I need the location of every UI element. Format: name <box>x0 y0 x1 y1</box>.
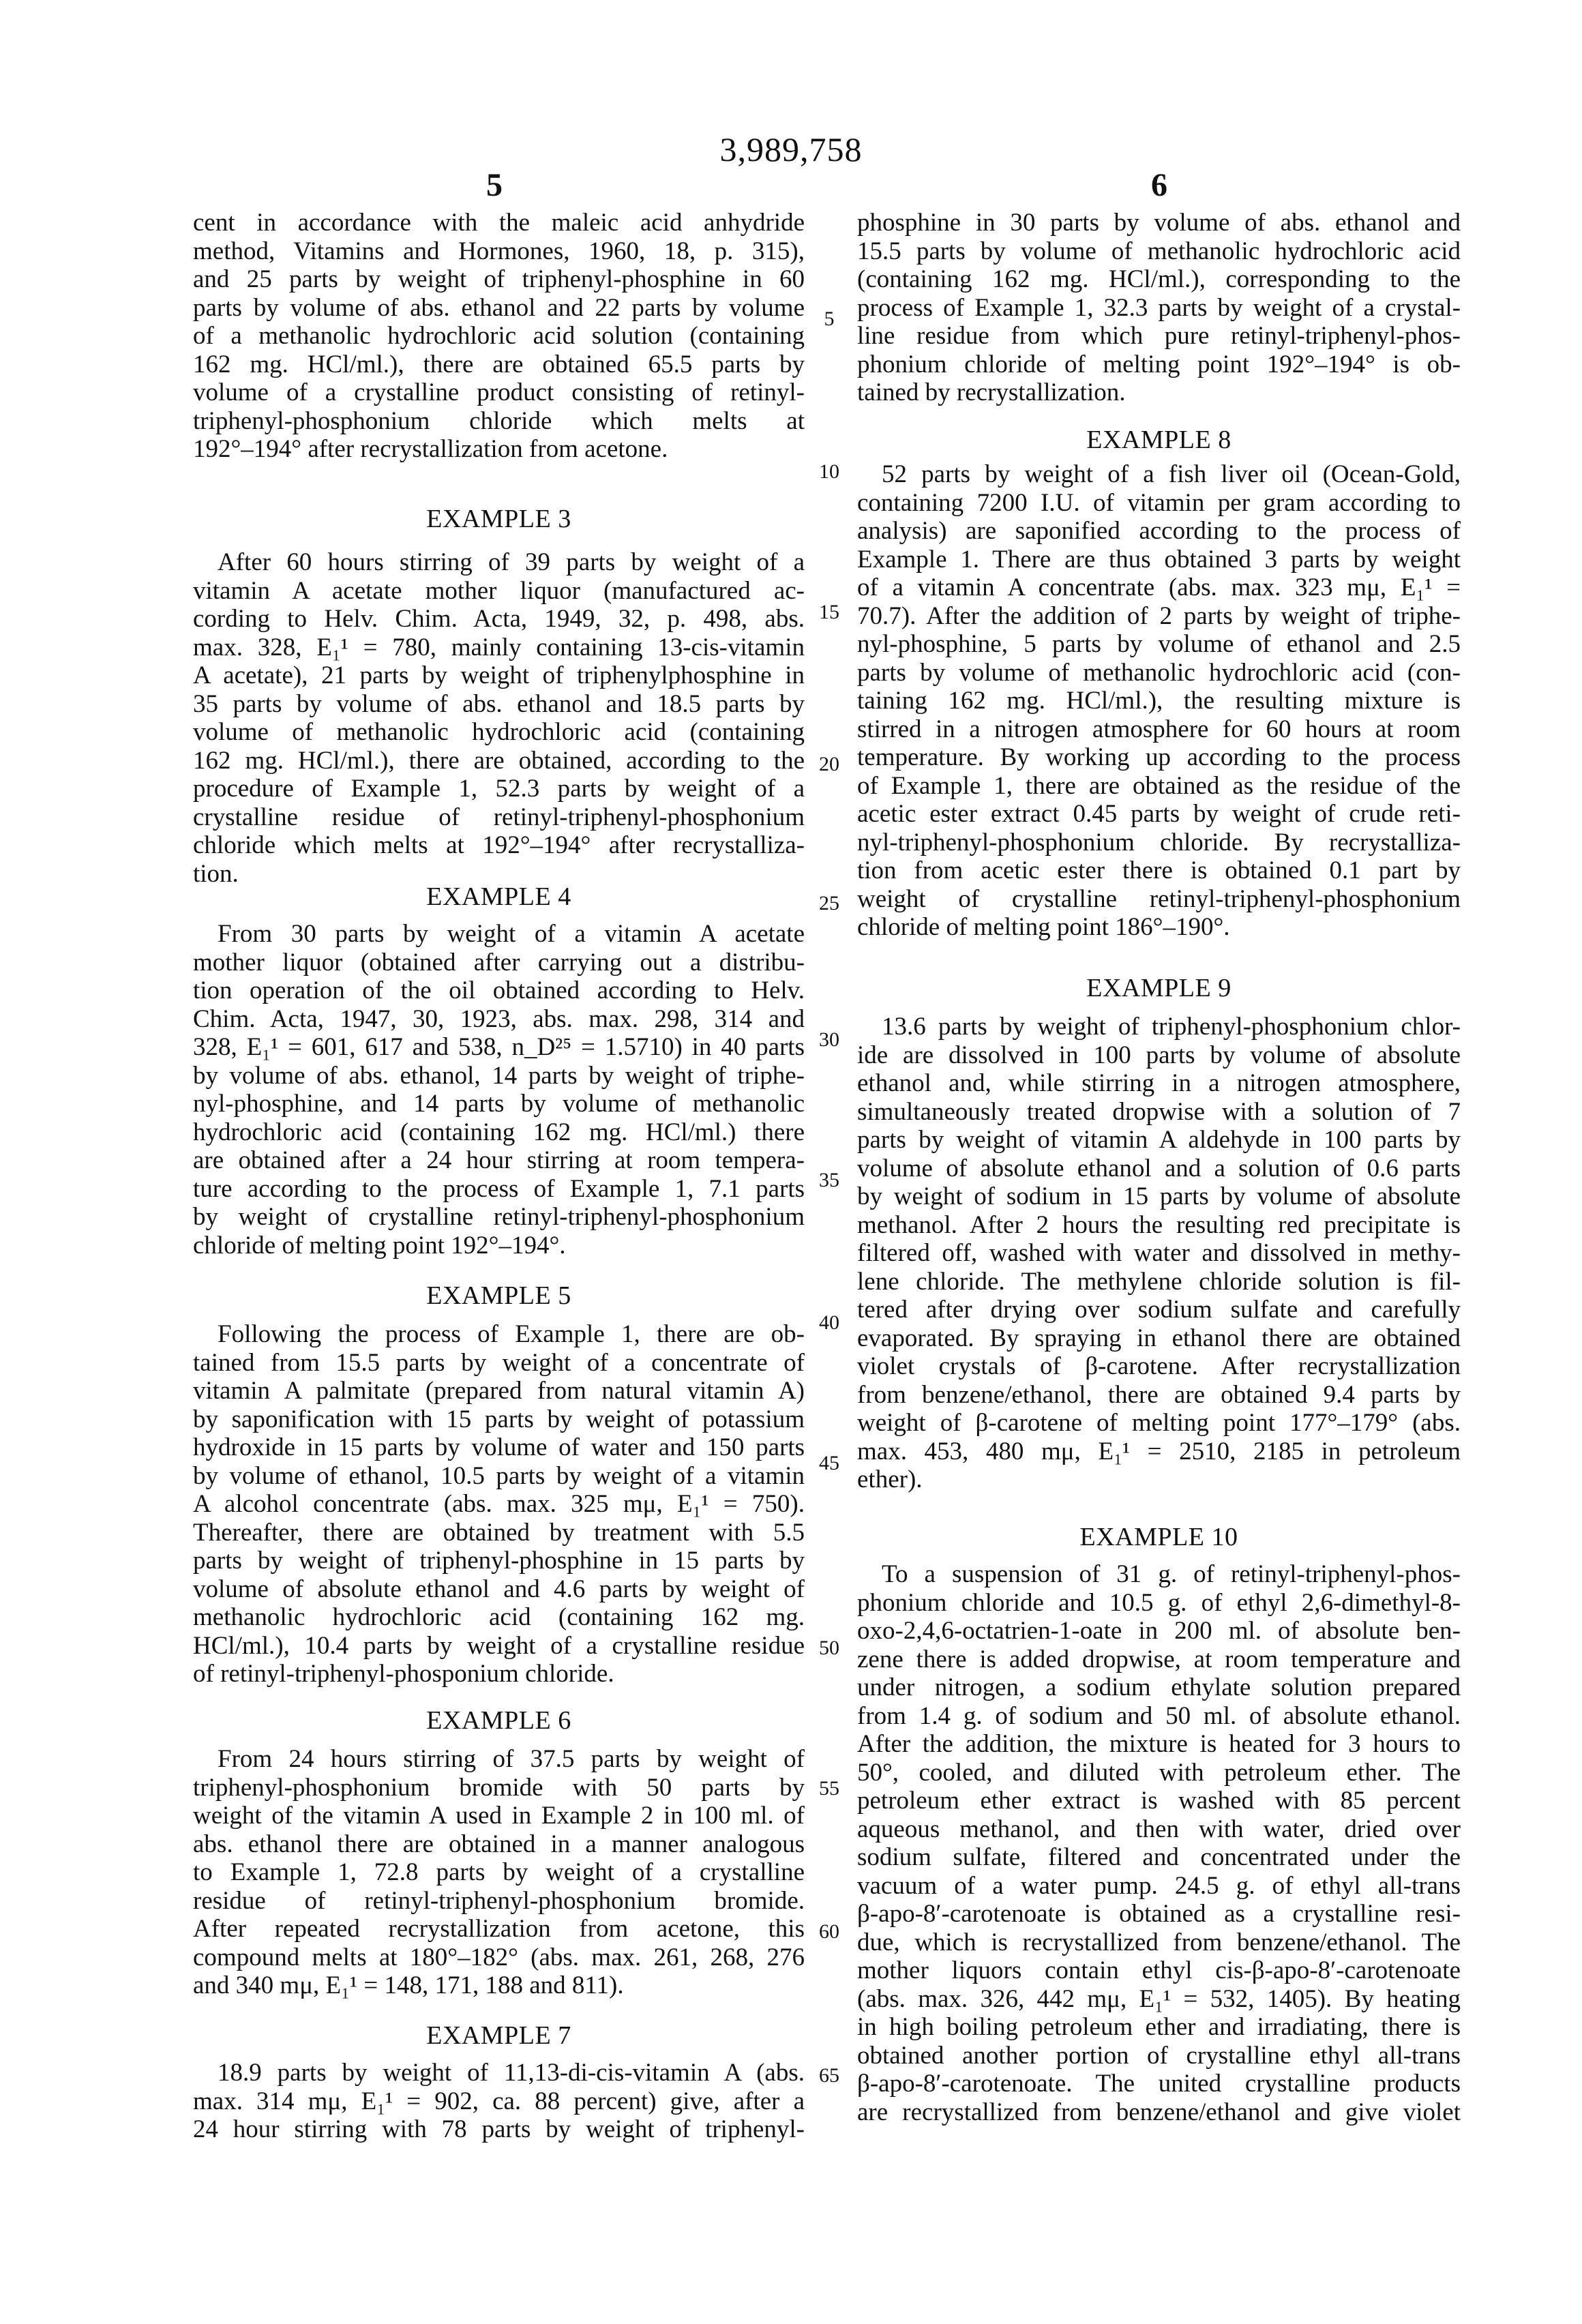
text-line: 162 mg. HCl/ml.), there are obtained, according to the <box>193 746 805 775</box>
text-line: obtained another portion of crystalline ethyl all-trans <box>857 2041 1461 2070</box>
text-line: β-apo-8′-carotenoate. The united crystalline products <box>857 2070 1461 2098</box>
text-line: HCl/ml.), 10.4 parts by weight of a crystalline residue <box>193 1631 805 1660</box>
text-line: 162 mg. HCl/ml.), there are obtained 65.5 parts by <box>193 350 805 378</box>
example-heading: EXAMPLE 9 <box>1086 974 1232 1002</box>
text-line: cording to Helv. Chim. Acta, 1949, 32, p. 498, abs. <box>193 605 805 633</box>
text-line: Example 1. There are thus obtained 3 parts by weight <box>857 545 1461 573</box>
text-line: phonium chloride of melting point 192°–194° is ob- <box>857 350 1461 378</box>
text-line: ide are dissolved in 100 parts by volume of absolute <box>857 1041 1461 1069</box>
text-line: by volume of abs. ethanol, 14 parts by weight of triphe- <box>193 1061 805 1090</box>
text-line: nyl-triphenyl-phosphonium chloride. By recrystalliza- <box>857 828 1461 856</box>
text-line: 18.9 parts by weight of 11,13-di-cis-vitamin A (abs. <box>218 2059 805 2087</box>
text-line: From 24 hours stirring of 37.5 parts by weight of <box>218 1745 805 1773</box>
example-heading: EXAMPLE 3 <box>426 505 571 533</box>
text-line: filtered off, washed with water and dissolved in methy- <box>857 1239 1461 1267</box>
text-line: parts by weight of triphenyl-phosphine in 15 parts by <box>193 1547 805 1575</box>
text-line: from benzene/ethanol, there are obtained 9.4 parts by <box>857 1380 1461 1409</box>
text-line: residue of retinyl-triphenyl-phosphonium bromide. <box>193 1886 805 1915</box>
text-line: Thereafter, there are obtained by treatment with 5.5 <box>193 1518 805 1547</box>
paragraph <box>193 1745 805 2000</box>
text-line: After the addition, the mixture is heated for 3 hours to <box>857 1730 1461 1758</box>
text-line: 328, E₁¹ = 601, 617 and 538, n_D²⁵ = 1.5710) in 40 parts <box>193 1033 805 1061</box>
text-line: ture according to the process of Example 1, 7.1 parts <box>193 1174 805 1203</box>
paragraph <box>857 209 1461 407</box>
text-line: Chim. Acta, 1947, 30, 1923, abs. max. 298, 314 and <box>193 1004 805 1033</box>
text-line: volume of methanolic hydrochloric acid (containing <box>193 718 805 746</box>
text-line: compound melts at 180°–182° (abs. max. 261, 268, 276 <box>193 1943 805 1971</box>
text-line: parts by volume of abs. ethanol and 22 parts by volume <box>193 293 805 322</box>
column-number-left: 5 <box>486 167 503 203</box>
text-line: by saponification with 15 parts by weight of potassium <box>193 1405 805 1433</box>
patent-number: 3,989,758 <box>719 130 863 168</box>
line-number: 45 <box>819 1452 839 1474</box>
text-line: taining 162 mg. HCl/ml.), the resulting mixture is <box>857 687 1461 715</box>
line-number: 25 <box>819 892 839 914</box>
text-line: Following the process of Example 1, there are ob- <box>218 1320 805 1348</box>
example-heading: EXAMPLE 4 <box>426 882 571 911</box>
text-line: are recrystallized from benzene/ethanol and give violet <box>857 2098 1461 2126</box>
line-number: 60 <box>819 1920 839 1943</box>
line-number: 5 <box>824 308 835 330</box>
text-line: chloride which melts at 192°–194° after recrystalliza- <box>193 831 805 859</box>
text-line: crystalline residue of retinyl-triphenyl-phosphonium <box>193 803 805 831</box>
text-line: of a methanolic hydrochloric acid solution (containing <box>193 322 805 350</box>
text-line: of Example 1, there are obtained as the residue of the <box>857 771 1461 800</box>
text-line: After repeated recrystallization from acetone, this <box>193 1915 805 1943</box>
text-line: 13.6 parts by weight of triphenyl-phosphonium chlor- <box>882 1013 1461 1041</box>
line-number: 35 <box>819 1169 839 1191</box>
text-line: lene chloride. The methylene chloride solution is fil- <box>857 1267 1461 1296</box>
text-line: process of Example 1, 32.3 parts by weight of a crystal- <box>857 293 1461 322</box>
text-line: 15.5 parts by volume of methanolic hydrochloric acid <box>857 237 1461 265</box>
text-line: volume of absolute ethanol and a solution of 0.6 parts <box>857 1154 1461 1182</box>
paragraph <box>193 548 805 888</box>
text-line: tered after drying over sodium sulfate and carefully <box>857 1296 1461 1324</box>
text-line: and 340 mμ, E₁¹ = 148, 171, 188 and 811). <box>193 1971 624 1999</box>
text-line: tion from acetic ester there is obtained 0.1 part by <box>857 856 1461 884</box>
text-line: parts by volume of methanolic hydrochloric acid (con- <box>857 658 1461 687</box>
text-line: 52 parts by weight of a fish liver oil (Ocean-Gold, <box>882 460 1461 488</box>
text-line: nyl-phosphine, 5 parts by volume of ethanol and 2.5 <box>857 630 1461 658</box>
line-number: 65 <box>819 2064 839 2087</box>
line-number: 40 <box>819 1311 839 1334</box>
text-line: vacuum of a water pump. 24.5 g. of ethyl all-trans <box>857 1871 1461 1900</box>
text-line: of retinyl-triphenyl-phosponium chloride. <box>193 1660 614 1688</box>
text-line: A acetate), 21 parts by weight of triphenylphosphine in <box>193 661 805 689</box>
text-line: weight of crystalline retinyl-triphenyl-phosphonium <box>857 884 1461 913</box>
text-line: parts by weight of vitamin A aldehyde in 100 parts by <box>857 1126 1461 1154</box>
text-line: from 1.4 g. of sodium and 50 ml. of absolute ethanol. <box>857 1701 1461 1730</box>
text-line: ethanol and, while stirring in a nitrogen atmosphere, <box>857 1069 1461 1097</box>
paragraph <box>857 460 1461 942</box>
text-line: evaporated. By spraying in ethanol there are obtained <box>857 1324 1461 1352</box>
line-number: 30 <box>819 1028 839 1051</box>
text-line: method, Vitamins and Hormones, 1960, 18, p. 315), <box>193 237 805 265</box>
example-heading: EXAMPLE 6 <box>426 1706 571 1735</box>
paragraph <box>857 1560 1461 2126</box>
text-line: violet crystals of β-carotene. After recrystallization <box>857 1352 1461 1380</box>
paragraph <box>193 1320 805 1688</box>
text-line: β-apo-8′-carotenoate is obtained as a crystalline resi- <box>857 1900 1461 1928</box>
text-line: under nitrogen, a sodium ethylate solution prepared <box>857 1673 1461 1701</box>
text-line: simultaneously treated dropwise with a solution of 7 <box>857 1097 1461 1126</box>
text-line: phosphine in 30 parts by volume of abs. ethanol and <box>857 209 1461 237</box>
line-number: 55 <box>819 1777 839 1800</box>
text-line: by volume of ethanol, 10.5 parts by weight of a vitamin <box>193 1461 805 1490</box>
text-line: After 60 hours stirring of 39 parts by weight of a <box>218 548 805 576</box>
text-line: tained by recrystallization. <box>857 378 1126 406</box>
text-line: methanolic hydrochloric acid (containing 162 mg. <box>193 1603 805 1631</box>
text-line: by weight of crystalline retinyl-triphenyl-phosphonium <box>193 1203 805 1231</box>
text-line: of a vitamin A concentrate (abs. max. 323 mμ, E₁¹ = <box>857 573 1461 601</box>
text-line: triphenyl-phosphonium chloride which melts at <box>193 406 805 435</box>
text-line: hydroxide in 15 parts by volume of water and 150 parts <box>193 1433 805 1461</box>
text-line: 35 parts by volume of abs. ethanol and 18.5 parts by <box>193 689 805 718</box>
text-line: stirred in a nitrogen atmosphere for 60 hours at room <box>857 715 1461 743</box>
paragraph <box>857 1013 1461 1494</box>
text-line: to Example 1, 72.8 parts by weight of a crystalline <box>193 1858 805 1886</box>
text-line: volume of absolute ethanol and 4.6 parts by weight of <box>193 1575 805 1603</box>
text-line: tion. <box>193 859 239 888</box>
text-line: From 30 parts by weight of a vitamin A acetate <box>218 920 805 948</box>
line-number: 50 <box>819 1637 839 1659</box>
text-line: cent in accordance with the maleic acid anhydride <box>193 209 805 237</box>
text-line: chloride of melting point 192°–194°. <box>193 1231 566 1260</box>
text-line: zene there is added dropwise, at room temperature and <box>857 1645 1461 1673</box>
text-line: mother liquors contain ethyl cis-β-apo-8′-carotenoate <box>857 1956 1461 1984</box>
text-line: nyl-phosphine, and 14 parts by volume of methanolic <box>193 1090 805 1118</box>
text-line: phonium chloride and 10.5 g. of ethyl 2,6-dimethyl-8- <box>857 1588 1461 1617</box>
text-line: methanol. After 2 hours the resulting red precipitate is <box>857 1210 1461 1239</box>
text-line: petroleum ether extract is washed with 85 percent <box>857 1787 1461 1815</box>
text-line: temperature. By working up according to the process <box>857 743 1461 771</box>
text-line: ether). <box>857 1465 923 1493</box>
text-line: weight of β-carotene of melting point 177°–179° (abs. <box>857 1409 1461 1437</box>
text-line: chloride of melting point 186°–190°. <box>857 913 1230 941</box>
text-line: triphenyl-phosphonium bromide with 50 parts by <box>193 1773 805 1802</box>
text-line: acetic ester extract 0.45 parts by weight of crude reti- <box>857 800 1461 828</box>
text-line: max. 328, E₁¹ = 780, mainly containing 13-cis-vitamin <box>193 633 805 661</box>
line-number: 20 <box>819 753 839 775</box>
text-line: (abs. max. 326, 442 mμ, E₁¹ = 532, 1405). By heating <box>857 1984 1461 2013</box>
text-line: containing 7200 I.U. of vitamin per gram according to <box>857 488 1461 517</box>
text-line: analysis) are saponified according to the process of <box>857 517 1461 545</box>
text-line: vitamin A acetate mother liquor (manufactured ac- <box>193 576 805 605</box>
text-line: in high boiling petroleum ether and irradiating, there is <box>857 2013 1461 2041</box>
text-line: weight of the vitamin A used in Example 2 in 100 ml. of <box>193 1802 805 1830</box>
text-line: tion operation of the oil obtained according to Helv. <box>193 977 805 1004</box>
text-line: due, which is recrystallized from benzene/ethanol. The <box>857 1928 1461 1956</box>
text-line: aqueous methanol, and then with water, dried over <box>857 1815 1461 1843</box>
text-line: are obtained after a 24 hour stirring at room tempera- <box>193 1146 805 1174</box>
text-line: sodium sulfate, filtered and concentrated under the <box>857 1843 1461 1871</box>
line-number: 15 <box>819 601 839 623</box>
text-line: (containing 162 mg. HCl/ml.), corresponding to the <box>857 265 1461 293</box>
text-line: tained from 15.5 parts by weight of a concentrate of <box>193 1348 805 1377</box>
text-line: max. 314 mμ, E₁¹ = 902, ca. 88 percent) give, after a <box>193 2087 805 2115</box>
text-line: abs. ethanol there are obtained in a manner analogous <box>193 1830 805 1858</box>
column-number-right: 6 <box>1151 167 1167 203</box>
text-line: line residue from which pure retinyl-triphenyl-phos- <box>857 322 1461 350</box>
paragraph <box>193 920 805 1260</box>
text-line: 24 hour stirring with 78 parts by weight of triphenyl- <box>193 2115 805 2143</box>
text-line: 50°, cooled, and diluted with petroleum ether. The <box>857 1758 1461 1787</box>
text-line: oxo-2,4,6-octatrien-1-oate in 200 ml. of absolute ben- <box>857 1617 1461 1645</box>
text-line: hydrochloric acid (containing 162 mg. HCl/ml.) there <box>193 1118 805 1146</box>
example-heading: EXAMPLE 8 <box>1086 426 1232 454</box>
text-line: procedure of Example 1, 52.3 parts by weight of a <box>193 775 805 803</box>
text-line: volume of a crystalline product consisting of retinyl- <box>193 378 805 406</box>
text-line: A alcohol concentrate (abs. max. 325 mμ, E₁¹ = 750). <box>193 1490 805 1518</box>
paragraph <box>193 209 805 464</box>
example-heading: EXAMPLE 7 <box>426 2021 571 2050</box>
line-number: 10 <box>819 460 839 483</box>
example-heading: EXAMPLE 5 <box>426 1281 571 1310</box>
text-line: by weight of sodium in 15 parts by volume of absolute <box>857 1182 1461 1210</box>
text-line: mother liquor (obtained after carrying out a distribu- <box>193 948 805 977</box>
text-line: max. 453, 480 mμ, E₁¹ = 2510, 2185 in petroleum <box>857 1437 1461 1465</box>
text-line: vitamin A palmitate (prepared from natural vitamin A) <box>193 1377 805 1405</box>
example-heading: EXAMPLE 10 <box>1079 1523 1238 1551</box>
text-line: 192°–194° after recrystallization from acetone. <box>193 435 668 463</box>
paragraph <box>193 2059 805 2144</box>
text-line: To a suspension of 31 g. of retinyl-triphenyl-phos- <box>882 1560 1461 1588</box>
text-line: and 25 parts by weight of triphenyl-phosphine in 60 <box>193 265 805 293</box>
text-line: 70.7). After the addition of 2 parts by weight of triphe- <box>857 601 1461 630</box>
